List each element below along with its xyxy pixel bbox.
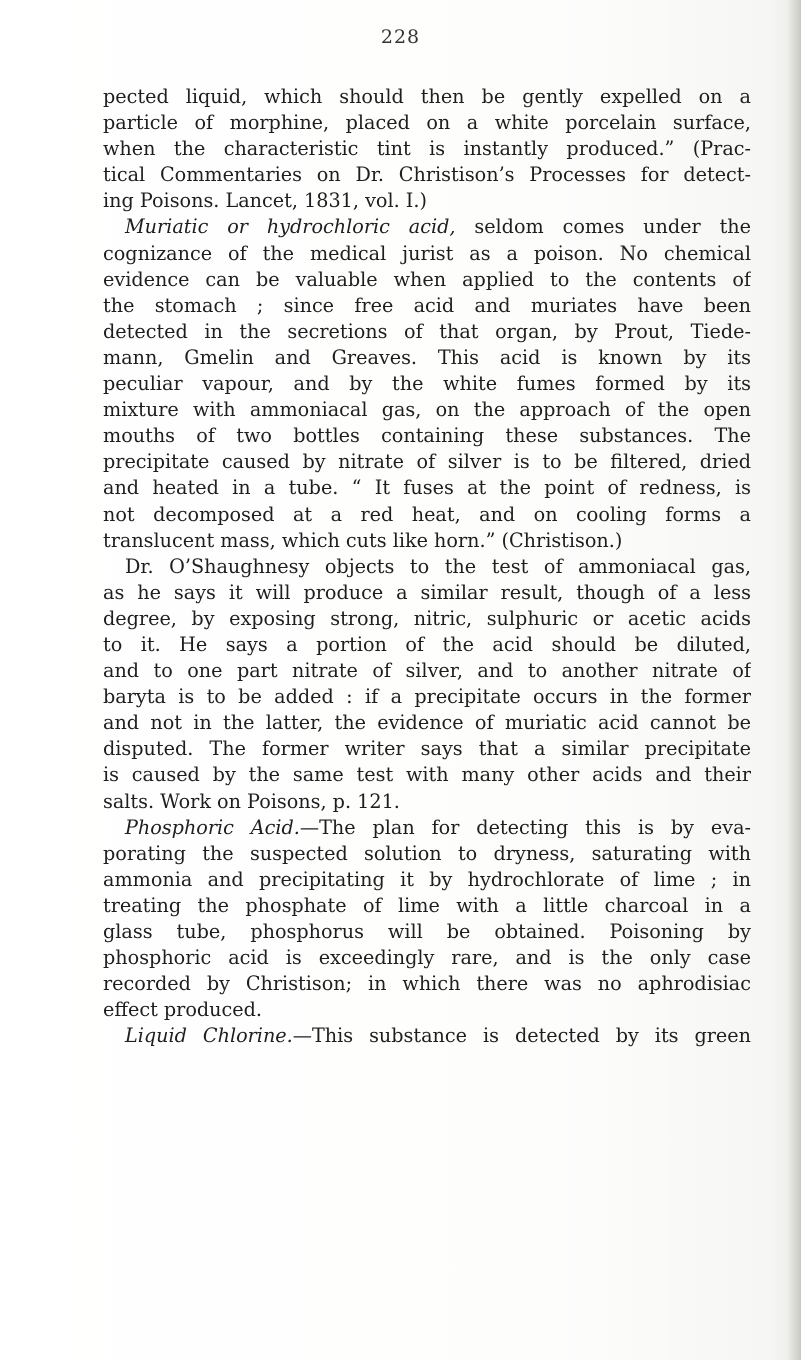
line-text: salts. Work on Poisons, p. 121. <box>103 789 400 813</box>
italic-heading: Phosphoric Acid. <box>125 815 300 839</box>
line-text: is caused by the same test with many other acids and their <box>103 763 751 787</box>
line-text: porating the suspected solution to dryness, saturating with <box>103 841 751 865</box>
line-text: precipitate caused by nitrate of silver is to be filtered, dried <box>103 450 751 474</box>
line-text: particle of morphine, placed on a white porcelain surface, <box>103 111 751 135</box>
line-text: not decomposed at a red heat, and on cooling forms a <box>103 502 751 526</box>
text-line <box>103 554 751 580</box>
line-text: cognizance of the medical jurist as a poison. No chemical <box>103 241 751 265</box>
page-edge-shadow <box>787 0 801 1360</box>
page-number: 228 <box>380 26 421 48</box>
line-text: evidence can be valuable when applied to the contents of <box>103 267 751 291</box>
text-line <box>103 188 751 214</box>
text-line <box>103 371 751 397</box>
text-line <box>103 267 751 293</box>
text-line <box>103 997 751 1023</box>
line-text: disputed. The former writer says that a similar precipitate <box>103 737 751 761</box>
text-line <box>103 606 751 632</box>
line-text: recorded by Christison; in which there was no aphrodisiac <box>103 972 751 996</box>
line-text: as he says it will produce a similar result, though of a less <box>103 580 751 604</box>
text-line <box>103 528 751 554</box>
text-line <box>103 319 751 345</box>
line-text: to it. He says a portion of the acid should be diluted, <box>103 632 751 656</box>
text-line <box>103 736 751 762</box>
line-text: the stomach ; since free acid and muriates have been <box>103 293 751 317</box>
line-text: effect produced. <box>103 998 263 1022</box>
text-line <box>103 710 751 736</box>
line-text: peculiar vapour, and by the white fumes formed by its <box>103 372 751 396</box>
text-line <box>103 84 751 110</box>
line-text: ammonia and precipitating it by hydrochlorate of lime ; in <box>103 867 751 891</box>
line-text: Dr. O’Shaughnesy objects to the test of ammoniacal gas, <box>125 554 751 578</box>
line-text: —The plan for detecting this is by eva- <box>299 815 751 839</box>
line-text: pected liquid, which should then be gently expelled on a <box>103 85 751 108</box>
italic-heading: Muriatic or hydrochloric acid, <box>125 215 456 239</box>
text-line <box>103 423 751 449</box>
line-text: and not in the latter, the evidence of muriatic acid cannot be <box>103 711 751 735</box>
text-line <box>103 110 751 136</box>
text-line <box>103 162 751 188</box>
line-text: —This substance is detected by its green <box>292 1024 751 1048</box>
text-line <box>103 502 751 528</box>
text-line <box>103 867 751 893</box>
line-text: tical Commentaries on Dr. Christison’s Processes for detect- <box>103 163 751 187</box>
text-line <box>103 1023 751 1049</box>
text-line <box>103 136 751 162</box>
text-line <box>103 475 751 501</box>
line-text: degree, by exposing strong, nitric, sulphuric or acetic acids <box>103 606 751 630</box>
line-text: phosphoric acid is exceedingly rare, and is the only case <box>103 946 751 970</box>
text-line <box>103 241 751 267</box>
line-text: ing Poisons. Lancet, 1831, vol. I.) <box>103 189 427 213</box>
text-line <box>103 658 751 684</box>
italic-heading: Liquid Chlorine. <box>125 1024 293 1048</box>
text-line <box>103 971 751 997</box>
line-text: detected in the secretions of that organ, by Prout, Tiede- <box>103 319 751 343</box>
text-line <box>103 762 751 788</box>
line-text: and to one part nitrate of silver, and to another nitrate of <box>103 659 751 683</box>
text-line <box>103 580 751 606</box>
text-line <box>103 345 751 371</box>
text-line <box>103 841 751 867</box>
line-text: seldom comes under the <box>455 215 751 239</box>
line-text: translucent mass, which cuts like horn.” (Christison.) <box>103 528 623 552</box>
text-line <box>103 293 751 319</box>
text-line <box>103 632 751 658</box>
text-line <box>103 214 751 240</box>
line-text: when the characteristic tint is instantly produced.” (Prac- <box>103 137 751 161</box>
text-line <box>103 449 751 475</box>
text-line <box>103 893 751 919</box>
text-line <box>103 919 751 945</box>
text-line <box>103 789 751 815</box>
body-text <box>103 84 751 1049</box>
line-text: mixture with ammoniacal gas, on the approach of the open <box>103 398 751 422</box>
line-text: and heated in a tube. “ It fuses at the point of redness, is <box>103 476 751 500</box>
text-line <box>103 684 751 710</box>
line-text: mouths of two bottles containing these substances. The <box>103 424 751 448</box>
text-line <box>103 397 751 423</box>
line-text: glass tube, phosphorus will be obtained. Poisoning by <box>103 920 751 943</box>
line-text: mann, Gmelin and Greaves. This acid is known by its <box>103 345 751 369</box>
text-line <box>103 815 751 841</box>
line-text: treating the phosphate of lime with a little charcoal in a <box>103 893 751 917</box>
line-text: baryta is to be added : if a precipitate occurs in the former <box>103 685 751 709</box>
text-line <box>103 945 751 971</box>
